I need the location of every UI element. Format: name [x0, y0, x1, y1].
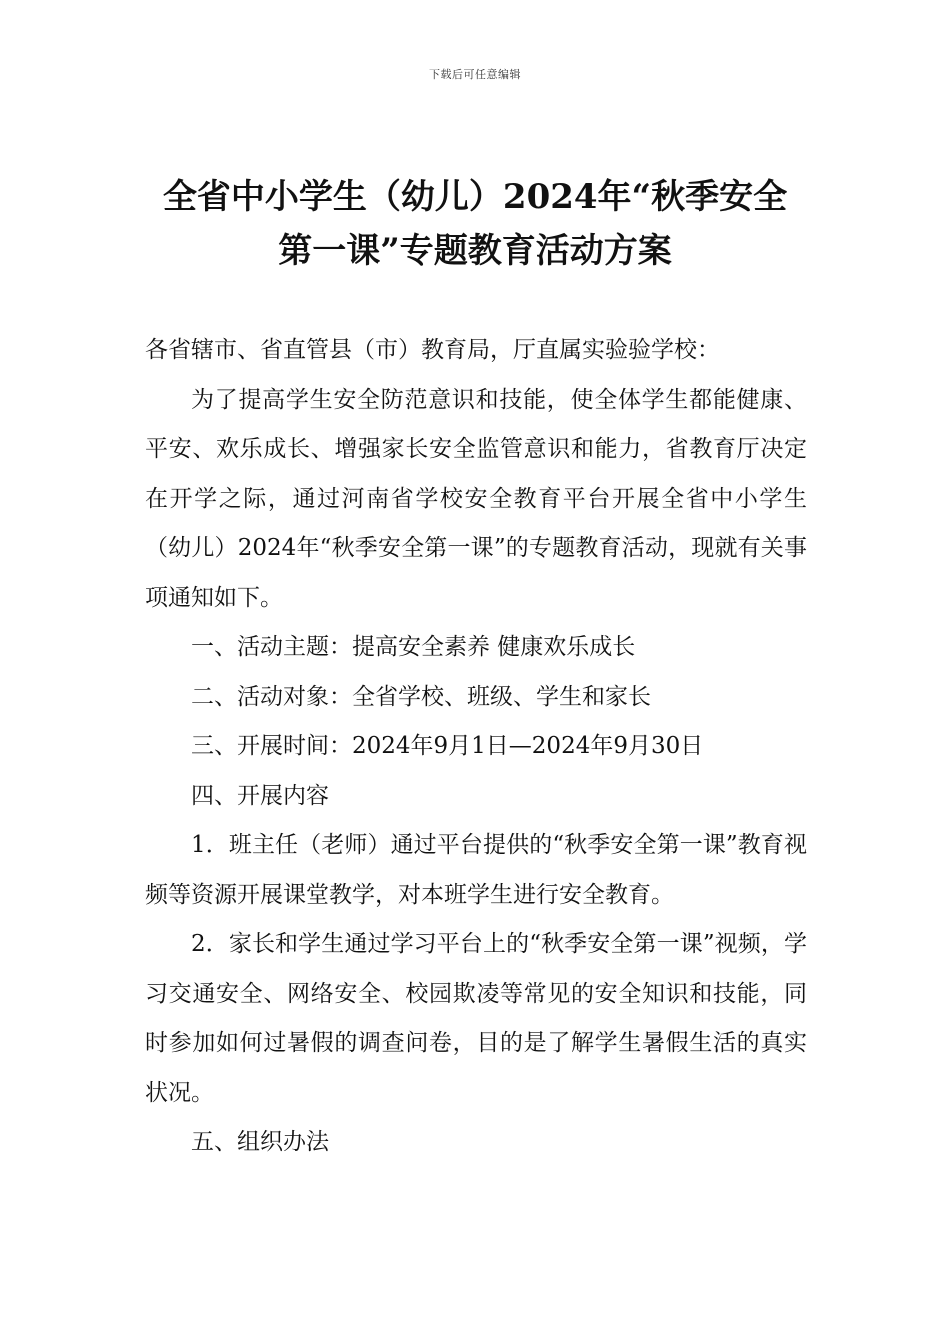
header-note: 下载后可任意编辑: [429, 68, 521, 81]
content-item-2: 2．家长和学生通过学习平台上的“秋季安全第一课”视频，学习交通安全、网络安全、校园欺凌等常见的安全知识和技能，同时参加如何过暑假的调查问卷，目的是了解学生暑假生活的真实状况。: [145, 931, 807, 1106]
section-target: 二、活动对象：全省学校、班级、学生和家长: [191, 683, 651, 710]
section-time: 三、开展时间：2024年9月1日—2024年9月30日: [191, 733, 704, 759]
section-method-heading: 五、组织办法: [191, 1129, 329, 1155]
intro-paragraph: 为了提高学生安全防范意识和技能，使全体学生都能健康、平安、欢乐成长、增强家长安全监管意识和能力，省教育厅决定在开学之际，通过河南省学校安全教育平台开展全省中小学生（幼儿）2024年“秋季安全第一课”的专题教育活动，现就有关事项通知如下。: [145, 386, 807, 611]
section-content-heading: 四、开展内容: [191, 782, 329, 809]
title-line-2: 第一课”专题教育活动方案: [278, 231, 672, 271]
salutation: 各省辖市、省直管县（市）教育局，厅直属实验验学校：: [145, 337, 720, 363]
section-theme: 一、活动主题：提高安全素养 健康欢乐成长: [191, 634, 636, 660]
document-body: [145, 326, 807, 1168]
content-item-1: 1．班主任（老师）通过平台提供的“秋季安全第一课”教育视频等资源开展课堂教学，对本班学生进行安全教育。: [145, 832, 807, 908]
document-title: [120, 170, 830, 278]
title-line-1: 全省中小学生（幼儿）2024年“秋季安全: [162, 177, 788, 217]
